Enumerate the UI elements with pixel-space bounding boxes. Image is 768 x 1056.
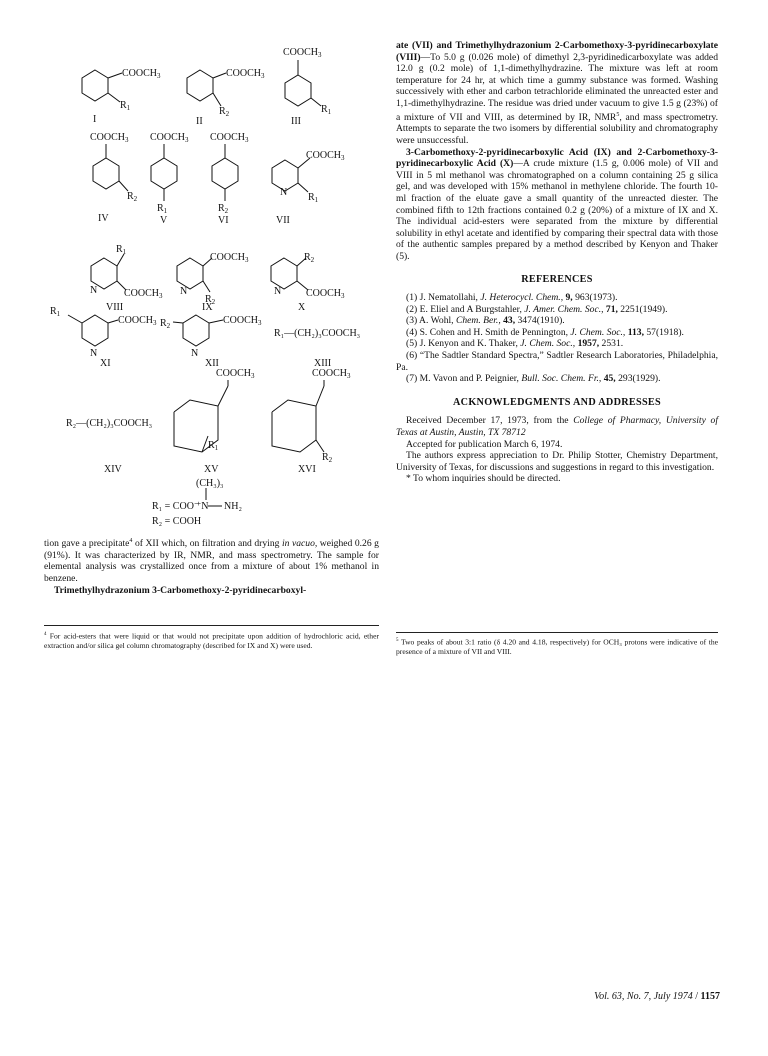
struct-ii-label: II — [196, 116, 203, 127]
struct-xiv-formula: R₂—(CH₂)₃COOCH₃ — [66, 418, 153, 429]
inquiries-line: * To whom inquiries should be directed. — [406, 473, 561, 485]
struct-viii-substituent-b: $R_1$ — [116, 244, 127, 256]
right-paragraph-vii-viii: ate (VII) and Trimethylhydrazonium 2-Carbomethoxy-3-pyridinecarboxylate (VIII)—To 5.0 g (0.026 mole) of dimethyl 2,3-pyridinedicarboxylate was added 12.0 g (0.2 mole) of 1,1-dimethylhydrazine. The mixture was left at room temperature for 24 hr, at which time a gummy substance was formed. Washing successively with ether and carbon tetrachloride eliminated the unreacted ester and 1,1-dimethylhydrazine. The residue was dried under vacuum to give 1.5 g (23%) of a mixture of VII and VIII, as determined by IR, NMR$^5$, and mass spectrometry. Attempts to separate the two isomers by differential solubility and chromatography were unsuccessful. — [396, 40, 718, 146]
struct-xi-label: XI — [100, 358, 111, 369]
struct-xvi-label: XVI — [298, 464, 316, 475]
reference-item: (1) J. Nematollahi, J. Heterocycl. Chem., 9, 963(1973). — [406, 292, 618, 304]
struct-xv-substituent-a: $COOCH_3$ — [216, 368, 255, 380]
struct-iv-substituent-b: $R_2$ — [127, 191, 138, 203]
struct-viii-substituent-a: $COOCH_3$ — [124, 288, 163, 300]
struct-ix-substituent-b: $R_2$ — [205, 294, 216, 306]
struct-xiii-formula: R₁—(CH₂)₃COOCH₃ — [274, 328, 361, 339]
struct-ix-label: IX — [202, 302, 213, 313]
accepted-line: Accepted for publication March 6, 1974. — [406, 438, 563, 450]
struct-vii-substituent-b: $R_1$ — [308, 192, 319, 204]
received-line: Received December 17, 1973, from the College of Pharmacy, University of Texas at Austin, Austin, TX 78712 — [396, 415, 718, 438]
struct-viii-label: VIII — [106, 302, 124, 313]
r1-ammonium: ⁺N — [196, 501, 209, 512]
struct-v-substituent-b: $R_1$ — [157, 203, 168, 215]
struct-ii-substituent-b: $R_2$ — [219, 106, 230, 118]
struct-i-label: I — [93, 114, 97, 125]
struct-vii-substituent-a: $COOCH_3$ — [306, 150, 345, 162]
r2-definition: R₂ = COOH — [152, 516, 202, 527]
struct-iii-substituent-b: $R_1$ — [321, 104, 332, 116]
struct-iv-label: IV — [98, 213, 109, 224]
struct-iii-substituent-a: $COOCH_3$ — [283, 47, 322, 59]
struct-x-nitrogen: N — [274, 286, 282, 297]
right-footnote: $^5$ Two peaks of about 3:1 ratio (δ 4.20 and 4.18, respectively) for OCH₃ protons were indicative of the presence of a mixture of VII and VIII. — [396, 637, 718, 656]
reference-item: (2) E. Eliel and A Burgstahler, J. Amer. Chem. Soc., 71, 2251(1949). — [406, 303, 668, 315]
left-footnote-rule — [44, 625, 379, 626]
struct-viii-nitrogen: N — [90, 285, 98, 296]
reference-item: (5) J. Kenyon and K. Thaker, J. Chem. Soc., 1957, 2531. — [406, 338, 624, 350]
struct-xi-nitrogen: N — [90, 348, 98, 359]
struct-vi-substituent-a: $COOCH_3$ — [210, 132, 249, 144]
struct-vi-label: VI — [218, 215, 229, 226]
left-section-heading: Trimethylhydrazonium 3-Carbomethoxy-2-pyridinecarboxyl- — [54, 584, 307, 596]
left-paragraph-continuation: tion gave a precipitate$^4$ of XII which, on filtration and drying in vacuo, weighed 0.26 g (91%). It was characterized by IR, NMR, and mass spectrometry. The sample for elemental analysis was crystallized once from a mixture of about 1% methanol in benzene. — [44, 538, 379, 584]
acknowledgments-heading: ACKNOWLEDGMENTS AND ADDRESSES — [453, 396, 661, 408]
struct-ix-substituent-a: $COOCH_3$ — [210, 252, 249, 264]
right-paragraph-ix-x: 3-Carbomethoxy-2-pyridinecarboxylic Acid (IX) and 2-Carbomethoxy-3-pyridinecarboxylic Acid (X)—A crude mixture (1.5 g, 0.006 mole) of VII and VIII in 5 ml methanol was chromatographed on a column containing 25 g silica gel, and was developed with 15% methanol in methylene chloride. The fourth 10-ml fraction of the eluate gave a small quantity of the unreacted diester. The combined fifth to 12th fractions contained 0.2 g (20%) of a mixture of IX and X. The individual acid-esters were separated from the mixture by differential solubility in ethyl acetate and identified by comparing their spectral data with those of the authentic samples prepared by a method described by Kenyon and Thaker (5). — [396, 146, 718, 262]
struct-xiv-label: XIV — [104, 464, 122, 475]
r1-amine: NH₂ — [224, 501, 242, 512]
struct-x-substituent-a: $COOCH_3$ — [306, 288, 345, 300]
page-folio: Vol. 63, No. 7, July 1974 / 1157 — [594, 991, 720, 1002]
chemical-structures-figure — [40, 40, 380, 540]
struct-x-label: X — [298, 302, 306, 313]
struct-x-substituent-b: $R_2$ — [304, 252, 315, 264]
trimethyl-group: (CH₃)₃ — [196, 478, 224, 489]
r1-definition: R₁ = COO⁻ — [152, 501, 200, 512]
struct-i-substituent-b: $R_1$ — [120, 100, 131, 112]
struct-i-substituent-a: $COOCH_3$ — [122, 68, 161, 80]
struct-xii-substituent-b: $R_2$ — [160, 318, 171, 330]
left-column-text — [44, 536, 379, 596]
struct-xii-nitrogen: N — [191, 348, 199, 359]
struct-vii-nitrogen: N — [280, 187, 288, 198]
struct-iv-substituent-a: $COOCH_3$ — [90, 132, 129, 144]
left-footnote: $^4$ For acid-esters that were liquid or that would not precipitate upon addition of hydrochloric acid, ether extraction and/or silica gel column chromatography (described for IX and X) were used. — [44, 631, 379, 650]
right-footnote-rule — [396, 632, 718, 633]
struct-vii-label: VII — [276, 215, 290, 226]
struct-vi-substituent-b: $R_2$ — [218, 203, 229, 215]
struct-xv-label: XV — [204, 464, 219, 475]
reference-item: (7) M. Vavon and P. Peignier, Bull. Soc. Chem. Fr., 45, 293(1929). — [406, 373, 661, 385]
struct-xi-substituent-b: $R_1$ — [50, 306, 61, 318]
right-column-text — [396, 40, 718, 485]
struct-xii-label: XII — [205, 358, 219, 369]
struct-ii-substituent-a: $COOCH_3$ — [226, 68, 265, 80]
reference-item: (3) A. Wohl, Chem. Ber., 43, 3474(1910). — [406, 315, 565, 327]
thanks-line: The authors express appreciation to Dr. Philip Stotter, Chemistry Department, University of Texas, for discussions and suggestions in regard to this investigation. — [396, 450, 718, 473]
struct-xvi-substituent-b: $R_2$ — [322, 452, 333, 464]
struct-iii-label: III — [291, 116, 301, 127]
struct-v-substituent-a: $COOCH_3$ — [150, 132, 189, 144]
references-heading: REFERENCES — [521, 274, 593, 286]
struct-xv-substituent-b: $R_1$ — [208, 440, 219, 452]
struct-v-label: V — [160, 215, 168, 226]
struct-xi-substituent-a: $COOCH_3$ — [118, 315, 157, 327]
reference-item: (4) S. Cohen and H. Smith de Pennington, J. Chem. Soc., 113, 57(1918). — [406, 326, 684, 338]
references-list — [396, 292, 718, 385]
struct-xii-substituent-a: $COOCH_3$ — [223, 315, 262, 327]
struct-xvi-substituent-a: $COOCH_3$ — [312, 368, 351, 380]
struct-ix-nitrogen: N — [180, 286, 188, 297]
struct-xiii-label: XIII — [314, 358, 332, 369]
reference-item: (6) “The Sadtler Standard Spectra,” Sadtler Research Laboratories, Philadelphia, Pa. — [396, 350, 718, 373]
